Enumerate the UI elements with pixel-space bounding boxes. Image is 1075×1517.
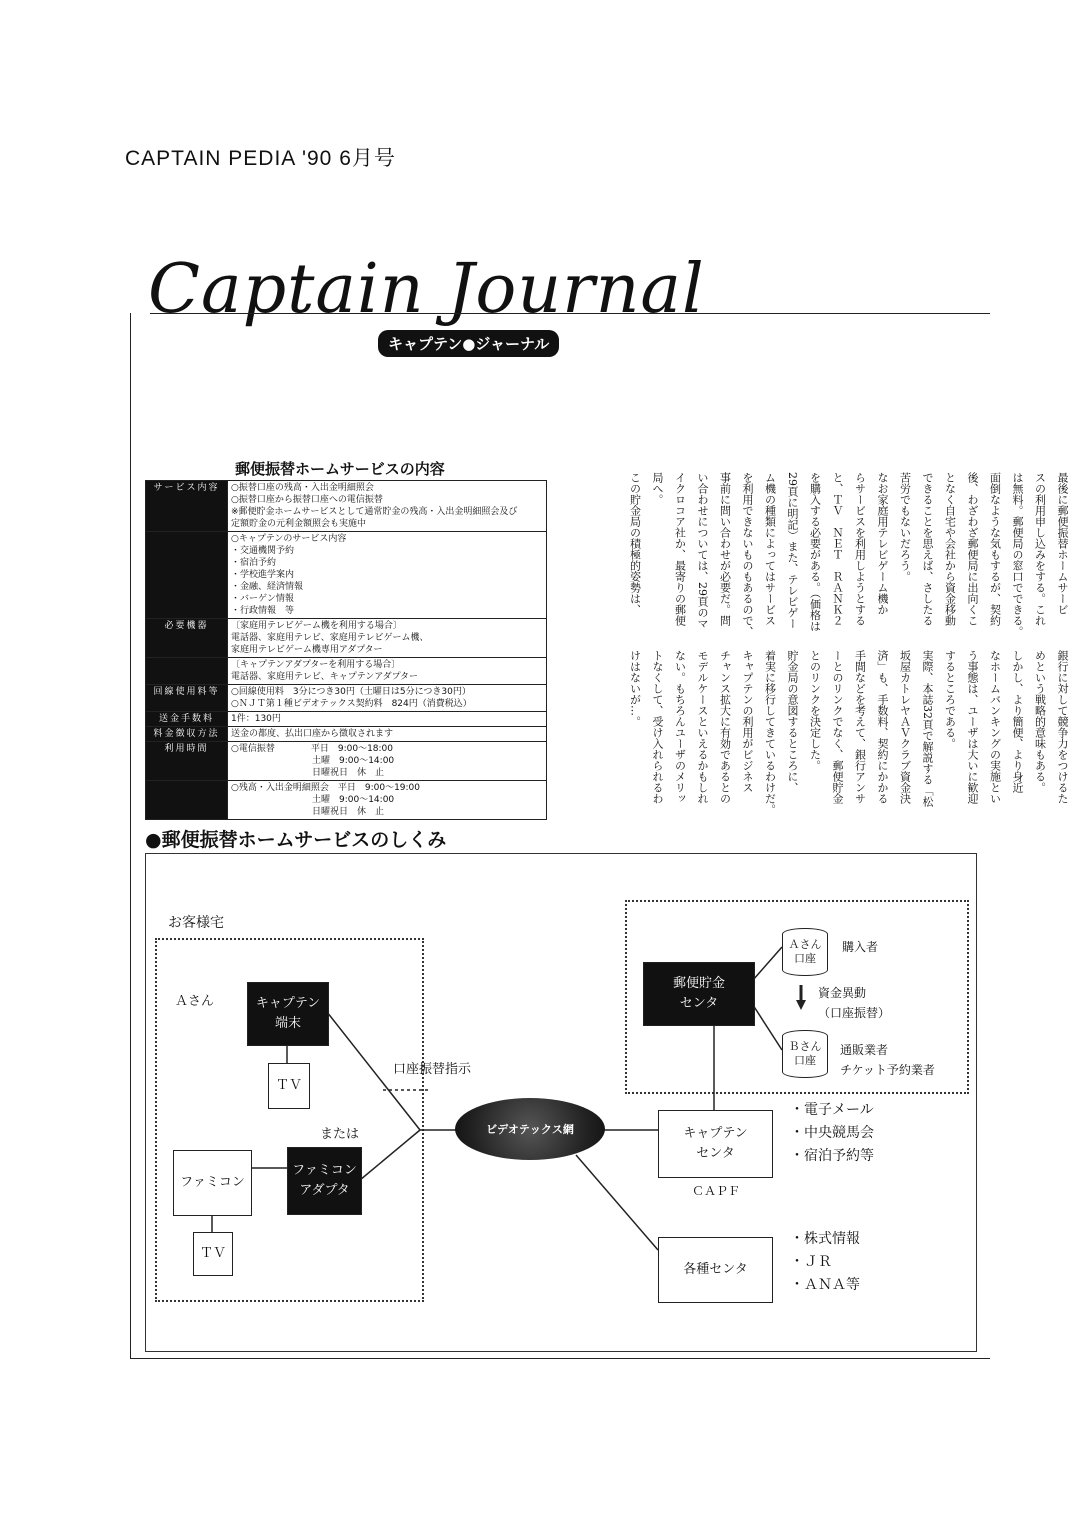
diagram-title: ●郵便振替ホームサービスのしくみ (145, 829, 447, 851)
article-column: 最後に郵便振替ホームサービ (1056, 472, 1069, 615)
merchants-label: 通販業者 チケット予約業者 (840, 1043, 935, 1077)
tv-box-2: ＴＶ (193, 1232, 233, 1276)
page-header: CAPTAIN PEDIA '90 6月号 (125, 147, 396, 170)
article-column: 貯金局の意図するところに、 (786, 650, 799, 793)
article-column: 29頁に明記）また、テレビゲー (786, 472, 799, 629)
customer-home-label: お客様宅 (168, 915, 224, 931)
service-line: ○振替口座の残高・入出金明細照会 (231, 483, 374, 493)
article-column: となく自宅や会社から資金移動 (943, 472, 957, 626)
captain-service-item: ・宿泊予約等 (790, 1148, 874, 1164)
article-column: う事態は、ユーザは大いに歓迎 (966, 650, 979, 804)
transfer-instruction-label: 口座振替指示 (393, 1062, 472, 1077)
service-line: 1件：130円 (231, 714, 281, 724)
article-column: けはないが…。 (628, 650, 642, 727)
videotex-network-node (455, 1098, 605, 1160)
service-line: 電話器、家庭用テレビ、家庭用テレビゲーム機、 (231, 633, 429, 643)
article-column: スの利用申し込みをする。これ (1033, 472, 1047, 626)
purchaser-label: 購入者 (842, 940, 879, 954)
line-adapter-network (360, 1130, 420, 1180)
service-row-head: 送金手数料 (146, 712, 228, 727)
service-row-head: 利用時間 (146, 742, 228, 781)
various-center-box: 各種センタ (658, 1237, 773, 1303)
line-postal-accountB (753, 1005, 782, 1050)
service-line: ○キャプテンのサービス内容 (231, 534, 347, 544)
captain-services-list (790, 1099, 874, 1168)
various-service-item: ・株式情報 (790, 1231, 860, 1247)
article-column: 苦労でもないだろう。 (898, 472, 912, 582)
article-column: は無料。郵便局の窓口でできる。 (1011, 472, 1024, 637)
line-postal-accountA (753, 947, 782, 980)
article-column: と、ＴＶ ＮＥＴ ＲＡＮＫ２ (831, 472, 844, 626)
service-line: 家庭用テレビゲーム機専用アダプター (231, 645, 383, 655)
service-line: ・宿泊予約 (231, 558, 277, 568)
service-line: 日曜祝日 休 止 (231, 807, 385, 817)
article-column: ーとのリンクでなく、郵便貯金 (831, 650, 844, 804)
article-column: トなくして、受け入れられるわ (651, 650, 664, 804)
article-column: するところである。 (943, 650, 957, 749)
article-column: しかし、より簡便、より身近 (1011, 650, 1024, 793)
person-a-label: Ａさん (175, 994, 215, 1009)
service-line: ○回線使用料 3分につき30円（土曜日は5分につき30円） (231, 687, 471, 697)
videotex-network-label: ビデオテックス網 (486, 1123, 574, 1136)
service-line: ・学校進学案内 (231, 570, 295, 580)
service-line: 電話器、家庭用テレビ、キャプテンアダプター (231, 672, 419, 682)
article-column: 坂屋カトレヤＡＶクラブ資金決 (898, 650, 912, 804)
article-column: イクロコア社か、最寄りの郵便 (673, 472, 687, 626)
fund-movement-label: 資金異動 （口座振替） (818, 986, 891, 1020)
article-column: キャプテンの利用がビジネス (741, 650, 754, 793)
service-line: 〔家庭用テレビゲーム機を利用する場合〕 (231, 621, 402, 631)
captain-service-item: ・電子メール (790, 1102, 874, 1118)
article-column: とのリンクを決定した。 (808, 650, 822, 771)
article-column: 事前に問い合わせが必要だ。問 (718, 472, 732, 626)
article-column: らサービスを利用しようとする (853, 472, 867, 626)
service-line: ・行政情報 等 (231, 606, 295, 616)
capf-label: ＣＡＰＦ (692, 1184, 741, 1198)
article-column: 局へ。 (651, 472, 664, 505)
captain-journal-logo: Captain Journal (148, 250, 705, 329)
article-column: 後、わざわざ郵便局に出向くこ (966, 472, 979, 626)
postal-savings-center-box: 郵便貯金 センタ (643, 962, 755, 1026)
account-b-cylinder: Ｂさん 口座 (782, 1030, 828, 1078)
captain-center-box: キャプテン センタ (658, 1110, 773, 1178)
article-column: めという戦略的意味もある。 (1033, 650, 1047, 793)
article-column: ない。もちろんユーザのメリッ (673, 650, 687, 804)
service-row-head: サービス内容 (146, 481, 228, 532)
article-column: ム機の種類によってはサービス (763, 472, 777, 626)
service-line: ○残高・入出金明細照会 平日 9:00〜19:00 (231, 783, 421, 793)
account-a-cylinder: Ａさん 口座 (782, 928, 828, 976)
captain-terminal-box: キャプテン 端末 (247, 982, 329, 1046)
famicom-adapter-box: ファミコン アダプタ (287, 1147, 362, 1215)
service-line: 土曜 9:00〜14:00 (231, 756, 395, 766)
article-column: この貯金局の積極的姿勢は、 (628, 472, 642, 615)
various-service-item: ・ＪＲ (790, 1254, 832, 1270)
article-column: い合わせについては、29頁のマ (696, 472, 709, 629)
famicom-box: ファミコン (173, 1150, 252, 1216)
captain-service-item: ・中央競馬会 (790, 1125, 874, 1141)
article-column: モデルケースといえるかもしれ (696, 650, 709, 804)
or-label: または (320, 1127, 360, 1142)
article-column: なお家庭用テレビゲーム機か (876, 472, 889, 615)
article-column: 銀行に対して競争力をつけるた (1056, 650, 1069, 804)
article-column: 済」も、手数料、契約にかかる (876, 650, 889, 804)
service-table-title: 郵便振替ホームサービスの内容 (235, 460, 445, 478)
service-row-head: 回線使用料等 (146, 685, 228, 712)
service-line: ・バーゲン情報 (231, 594, 294, 604)
service-line: 土曜 9:00〜14:00 (231, 795, 395, 805)
logo-subtitle: キャプテン●ジャーナル (378, 330, 559, 357)
article-column: 手間などを考えて、銀行アンサ (853, 650, 867, 804)
article-column: なホームバンキングの実施とい (988, 650, 1002, 804)
article-column: を利用できないものもあるので、 (741, 472, 754, 637)
service-line: ・交通機関予約 (231, 546, 295, 556)
tv-box-1: ＴＶ (268, 1063, 310, 1109)
service-row-head: 必要機器 (146, 619, 228, 658)
service-line: ※郵便貯金ホームサービスとして通常貯金の残高・入出金明細照会及び (231, 507, 518, 517)
service-line: ○ＮＪＴ第１種ビデオテックス契約料 824円（消費税込） (231, 699, 472, 709)
service-line: 送金の都度、払出口座から徴収されます (231, 729, 394, 739)
service-line: ○振替口座から振替口座への電信振替 (231, 495, 383, 505)
service-line: ・金融、経済情報 (231, 582, 304, 592)
various-service-item: ・ＡＮＡ等 (790, 1277, 860, 1293)
service-row-head: 料金徴収方法 (146, 727, 228, 742)
service-line: 日曜祝日 休 止 (231, 768, 385, 778)
article-column: 面倒なような気もするが、契約 (988, 472, 1002, 626)
line-network-various (576, 1155, 658, 1250)
article-column: を購入する必要がある。（価格は (808, 472, 822, 632)
various-services-list (790, 1228, 860, 1297)
article-column: 着実に移行してきているわけだ。 (763, 650, 777, 815)
article-column: できることを思えば、さしたる (921, 472, 934, 626)
service-line: 〔キャプテンアダプターを利用する場合〕 (231, 660, 401, 670)
article-column: 実際、本誌32頁で解説する「松 (921, 650, 934, 807)
service-line: 定額貯金の元利金額照会も実施中 (231, 519, 367, 529)
article-column: チャンス拡大に有効であるとの (718, 650, 732, 804)
service-line: ○電信振替 平日 9:00〜18:00 (231, 744, 394, 754)
